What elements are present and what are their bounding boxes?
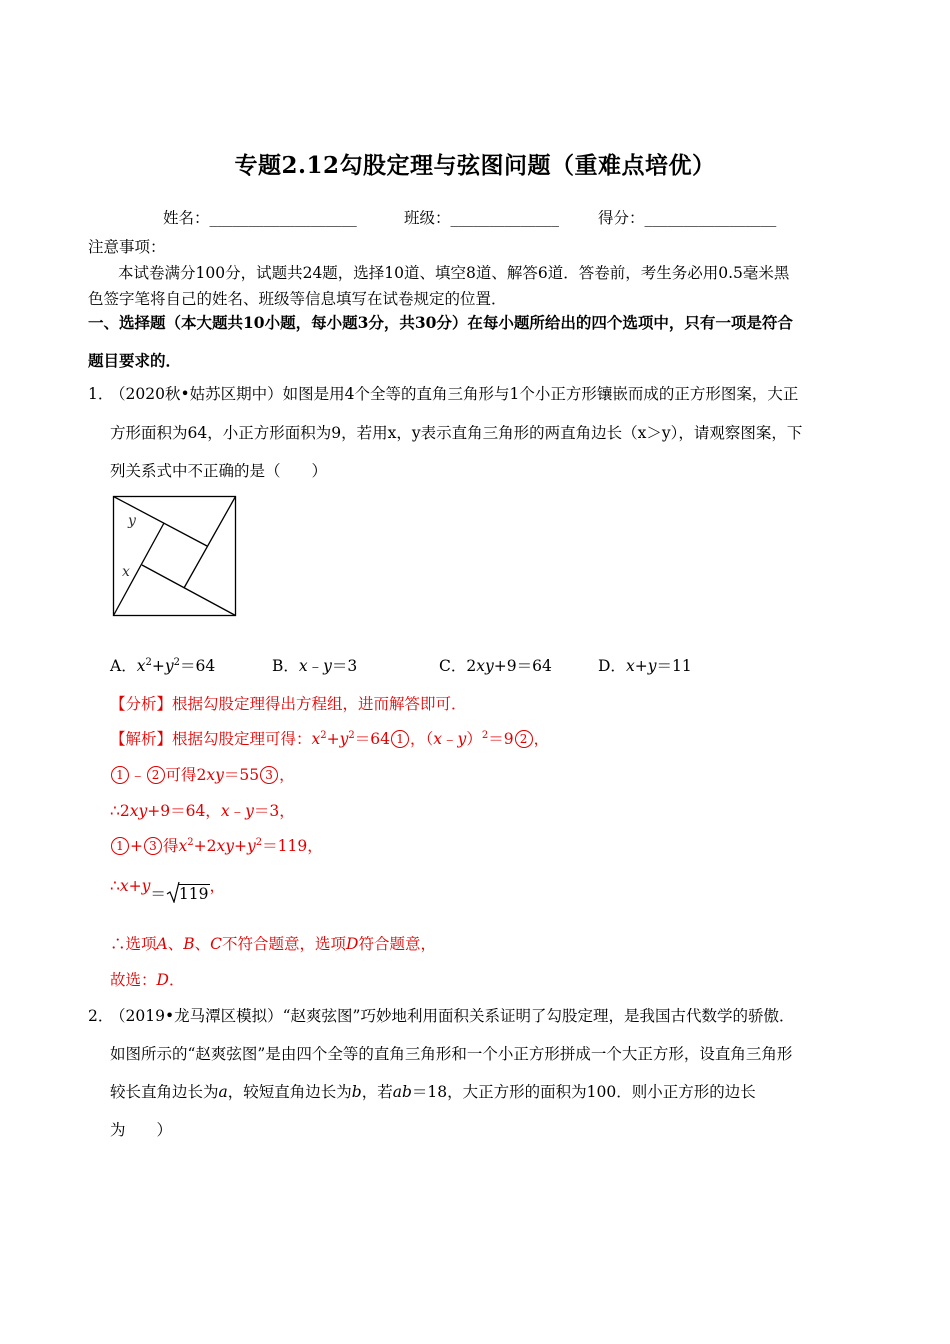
notice-heading: 注意事项： [88,238,166,256]
q1-line-1: （2020秋•姑苏区期中）如图是用4个全等的直角三角形与1个小正方形镶嵌而成的正方形图案，大正 [110,385,799,403]
q1-option-d[interactable]: D．x+y＝11 [598,657,692,675]
q1-analysis: 【分析】根据勾股定理得出方程组，进而解答即可． [110,695,467,713]
diagonal-line-2 [184,497,236,589]
notice-line-2: 色签字笔将自己的姓名、班级等信息填写在试卷规定的位置． [88,290,507,308]
section-heading-line-2: 题目要求的． [88,351,182,370]
figure-label-x: x [122,564,130,580]
q2-number: 2． [88,1007,114,1025]
q2-line-4: 为 ） [110,1121,173,1139]
section-heading-line-1: 一、选择题（本大题共10小题，每小题3分，共30分）在每小题所给出的四个选项中，只有一项是符合 [88,313,793,332]
q1-solution-line-3: ∴2xy+9＝64，x﹣y＝3， [110,802,295,820]
page-title: 专题2.12勾股定理与弦图问题（重难点培优） [234,152,716,179]
q1-number: 1． [88,385,114,403]
notice-line-1: 本试卷满分100分，试题共24题，选择10道、填空8道、解答6道．答卷前，考生务必用0.5毫米黑 [118,264,790,282]
q1-line-3: 列关系式中不正确的是（ ） [110,462,328,480]
figure-label-y: y [128,513,136,529]
q1-solution-line-2: 1 ﹣ 2 可得2xy＝55 3 ， [110,763,295,785]
q1-solution-line-5: ∴x+y＝ 119， [110,877,226,903]
q1-solution-line-7: 故选：D． [110,971,185,989]
q1-option-b[interactable]: B．x﹣y＝3 [272,657,358,675]
q2-line-3: 较长直角边长为a，较短直角边长为b，若ab＝18，大正方形的面积为100．则小正方形的边长 [110,1083,756,1101]
q1-solution-line-1: 【解析】根据勾股定理可得：$x^2+y^2=64$ 1 ，（x﹣y）$^2$＝9 2 ， [110,730,550,748]
class-field[interactable]: 班级：______________ [404,209,560,227]
name-field[interactable]: 姓名：___________________ [163,209,357,227]
q1-line-2: 方形面积为64，小正方形面积为9，若用x，y表示直角三角形的两直角边长（x＞y），请观察图案，下 [110,424,803,442]
sqrt-icon [166,881,180,903]
diagonal-line-3 [142,565,236,616]
q1-solution-line-4: 1 + 3 得$x^2+2xy+y^2=119$， [110,834,323,856]
q2-line-2: 如图所示的“赵爽弦图”是由四个全等的直角三角形和一个小正方形拼成一个大正方形，设直角三角形 [110,1045,793,1063]
q1-option-a[interactable]: A．$x^2+y^2=64$ [110,657,216,675]
q1-solution-line-6: ∴选项A、B、C不符合题意，选项D符合题意， [110,935,436,953]
q1-option-c[interactable]: C．2xy+9＝64 [439,657,552,675]
q2-line-1: （2019•龙马潭区模拟）“赵爽弦图”巧妙地利用面积关系证明了勾股定理，是我国古代数学的骄傲． [110,1007,795,1025]
score-field[interactable]: 得分：_________________ [598,209,777,227]
sqrt-119: 119 [166,884,210,903]
pinwheel-square-figure [112,495,238,618]
